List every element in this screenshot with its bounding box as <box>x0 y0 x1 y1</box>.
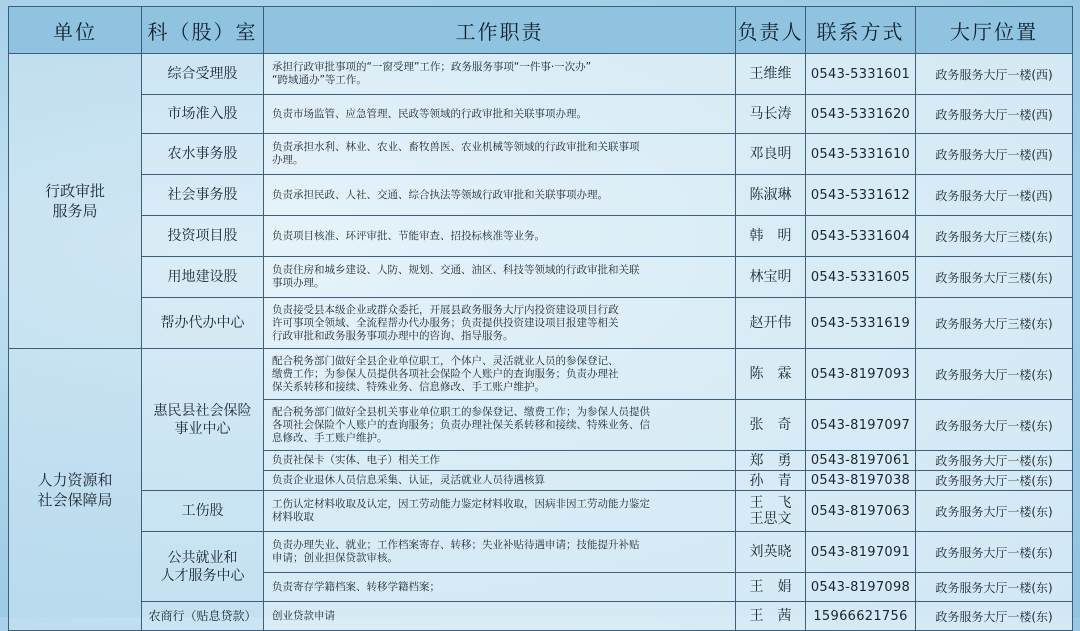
person-cell: 郑 勇 <box>736 451 806 471</box>
duty-cell: 工伤认定材料收取及认定，因工劳动能力鉴定材料收取，因病非因工劳动能力鉴定 材料收取 <box>264 491 736 532</box>
location-cell: 政务服务大厅一楼(东) <box>916 400 1073 451</box>
duty-cell: 负责住房和城乡建设、人防、规划、交通、油区、科技等领域的行政审批和关联 事项办理。 <box>264 257 736 298</box>
location-cell: 政务服务大厅一楼(西) <box>916 95 1073 134</box>
contact-cell: 0543-5331605 <box>806 257 916 298</box>
table-row <box>9 54 1073 95</box>
table-row <box>9 298 1073 349</box>
contact-cell: 0543-5331604 <box>806 216 916 257</box>
contact-cell: 0543-5331601 <box>806 54 916 95</box>
duty-cell: 负责接受县本级企业或群众委托，开展县政务服务大厅内投资建设项目行政 许可事项全领域、全流程帮办代办服务；负责提供投资建设项目报建等相关 行政审批和政务服务事项办理中的咨询、指导服务。 <box>264 298 736 349</box>
location-cell: 政务服务大厅一楼(西) <box>916 134 1073 175</box>
location-cell: 政务服务大厅三楼(东) <box>916 298 1073 349</box>
contact-cell: 0543-8197061 <box>806 451 916 471</box>
header-unit: 单位 <box>9 7 142 54</box>
header-contact: 联系方式 <box>806 7 916 54</box>
contact-cell: 0543-8197063 <box>806 491 916 532</box>
duty-cell: 负责项目核准、环评审批、节能审查、招投标核准等业务。 <box>264 216 736 257</box>
dept-cell: 农商行（贴息贷款） <box>142 602 264 631</box>
location-cell: 政务服务大厅一楼(东) <box>916 573 1073 602</box>
table-row <box>9 95 1073 134</box>
unit-cell-hr: 人力资源和 社会保障局 <box>9 349 142 631</box>
person-cell: 王 飞 王思文 <box>736 491 806 532</box>
dept-cell: 用地建设股 <box>142 257 264 298</box>
contact-cell: 0543-8197093 <box>806 349 916 400</box>
contact-cell: 15966621756 <box>806 602 916 631</box>
dept-cell: 惠民县社会保险 事业中心 <box>142 349 264 491</box>
duty-cell: 负责承担水利、林业、农业、畜牧兽医、农业机械等领域的行政审批和关联事项 办理。 <box>264 134 736 175</box>
duty-cell: 负责企业退休人员信息采集、认证，灵活就业人员待遇核算 <box>264 471 736 491</box>
duty-cell: 负责市场监管、应急管理、民政等领域的行政审批和关联事项办理。 <box>264 95 736 134</box>
unit-cell-admin: 行政审批 服务局 <box>9 54 142 349</box>
dept-cell: 社会事务股 <box>142 175 264 216</box>
location-cell: 政务服务大厅一楼(东) <box>916 491 1073 532</box>
duty-cell: 负责寄存学籍档案、转移学籍档案； <box>264 573 736 602</box>
person-cell: 陈淑琳 <box>736 175 806 216</box>
table-row <box>9 491 1073 532</box>
person-cell: 孙 青 <box>736 471 806 491</box>
header-person: 负责人 <box>736 7 806 54</box>
header-dept: 科（股）室 <box>142 7 264 54</box>
duty-cell: 负责承担民政、人社、交通、综合执法等领域行政审批和关联事项办理。 <box>264 175 736 216</box>
contact-cell: 0543-5331620 <box>806 95 916 134</box>
dept-cell: 市场准入股 <box>142 95 264 134</box>
table-row <box>9 532 1073 573</box>
person-cell: 张 奇 <box>736 400 806 451</box>
dept-cell: 公共就业和 人才服务中心 <box>142 532 264 602</box>
dept-cell: 农水事务股 <box>142 134 264 175</box>
person-cell: 赵开伟 <box>736 298 806 349</box>
person-cell: 韩 明 <box>736 216 806 257</box>
table-row <box>9 216 1073 257</box>
table-row <box>9 134 1073 175</box>
person-cell: 王 娟 <box>736 573 806 602</box>
table-row <box>9 349 1073 400</box>
dept-cell: 工伤股 <box>142 491 264 532</box>
contact-cell: 0543-5331610 <box>806 134 916 175</box>
dept-cell: 投资项目股 <box>142 216 264 257</box>
location-cell: 政务服务大厅一楼(东) <box>916 602 1073 631</box>
duty-cell: 配合税务部门做好全县机关事业单位职工的参保登记、缴费工作；为参保人员提供 各项社会保险个人账户的查询服务；负责办理社保关系转移和接续、特殊业务、信 息修改、手工账户维护。 <box>264 400 736 451</box>
header-duty: 工作职责 <box>264 7 736 54</box>
location-cell: 政务服务大厅一楼(西) <box>916 175 1073 216</box>
contact-cell: 0543-8197038 <box>806 471 916 491</box>
duty-cell: 承担行政审批事项的“一窗受理”工作；政务服务事项“一件事·一次办” “跨域通办”等工作。 <box>264 54 736 95</box>
person-cell: 马长涛 <box>736 95 806 134</box>
location-cell: 政务服务大厅一楼(东) <box>916 532 1073 573</box>
table-row <box>9 175 1073 216</box>
person-cell: 王维维 <box>736 54 806 95</box>
duty-cell: 负责办理失业、就业；工作档案寄存、转移；失业补贴待遇申请；技能提升补贴 申请；创业担保贷款审核。 <box>264 532 736 573</box>
person-cell: 林宝明 <box>736 257 806 298</box>
person-cell: 陈 霖 <box>736 349 806 400</box>
contact-cell: 0543-5331619 <box>806 298 916 349</box>
header-row <box>9 7 1073 54</box>
location-cell: 政务服务大厅一楼(东) <box>916 471 1073 491</box>
location-cell: 政务服务大厅三楼(东) <box>916 216 1073 257</box>
contact-cell: 0543-8197091 <box>806 532 916 573</box>
header-location: 大厅位置 <box>916 7 1073 54</box>
location-cell: 政务服务大厅一楼(东) <box>916 349 1073 400</box>
person-cell: 邓良明 <box>736 134 806 175</box>
location-cell: 政务服务大厅一楼(西) <box>916 54 1073 95</box>
dept-cell: 综合受理股 <box>142 54 264 95</box>
contact-cell: 0543-8197097 <box>806 400 916 451</box>
duty-table <box>8 6 1073 631</box>
duty-cell: 创业贷款申请 <box>264 602 736 631</box>
contact-cell: 0543-5331612 <box>806 175 916 216</box>
person-cell: 刘英晓 <box>736 532 806 573</box>
table-row <box>9 257 1073 298</box>
location-cell: 政务服务大厅一楼(东) <box>916 451 1073 471</box>
dept-cell: 帮办代办中心 <box>142 298 264 349</box>
contact-cell: 0543-8197098 <box>806 573 916 602</box>
person-cell: 王 茜 <box>736 602 806 631</box>
duty-cell: 负责社保卡（实体、电子）相关工作 <box>264 451 736 471</box>
location-cell: 政务服务大厅三楼(东) <box>916 257 1073 298</box>
table-row <box>9 602 1073 631</box>
duty-cell: 配合税务部门做好全县企业单位职工，个体户、灵活就业人员的参保登记、 缴费工作；为参保人员提供各项社会保险个人账户的查询服务；负责办理社 保关系转移和接续、特殊业务、信息修改、手工账户维护。 <box>264 349 736 400</box>
